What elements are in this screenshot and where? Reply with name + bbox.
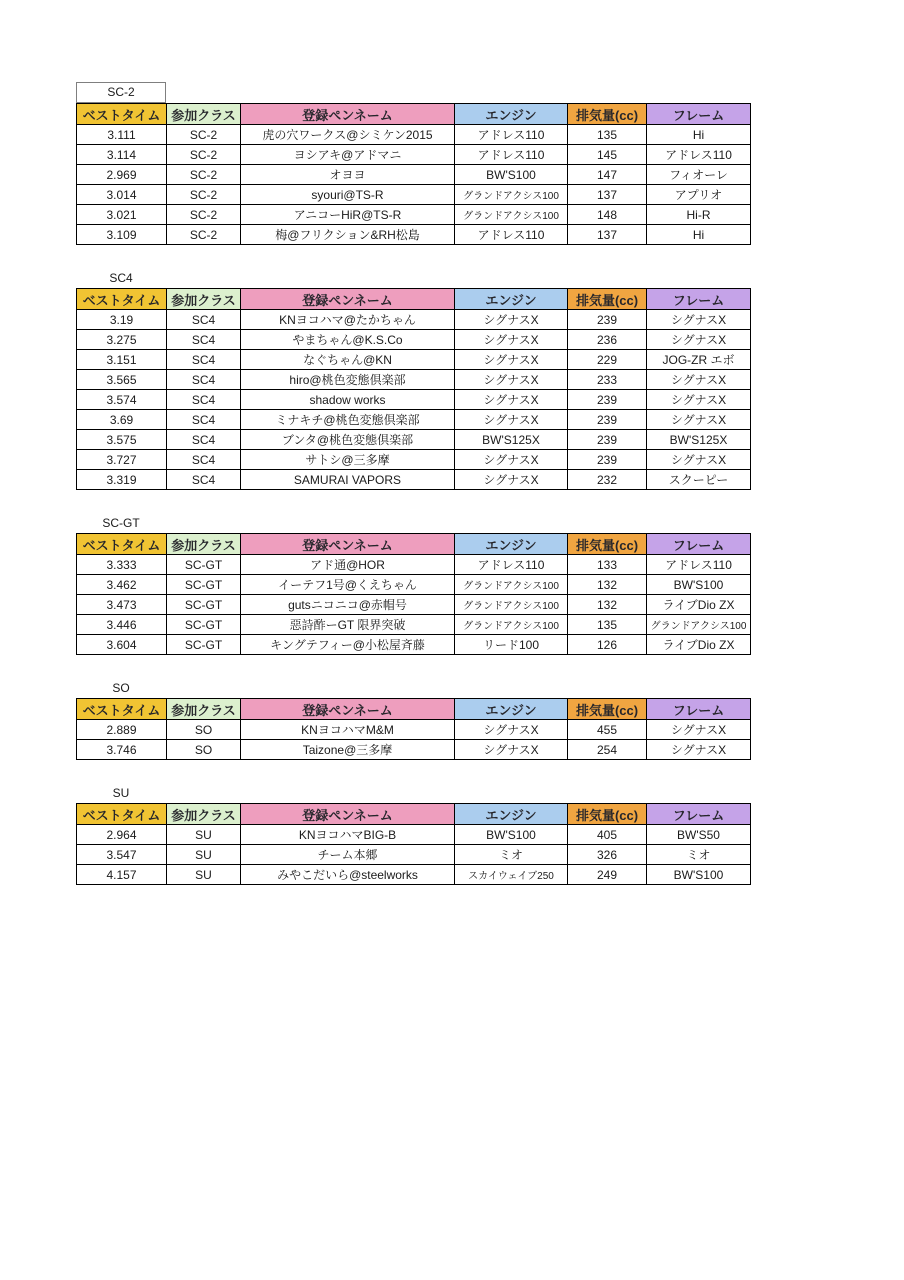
table-row xyxy=(77,390,751,410)
cell-best_time: 3.446 xyxy=(77,615,167,635)
cell-class: SC4 xyxy=(167,450,241,470)
class-title: SC4 xyxy=(109,271,133,285)
results-table xyxy=(76,803,751,885)
cell-best_time: 2.969 xyxy=(77,165,167,185)
cell-frame: BW'S100 xyxy=(647,865,751,885)
cell-frame: シグナスX xyxy=(647,740,751,760)
cell-pen_name: hiro@桃色変態倶楽部 xyxy=(241,370,455,390)
class-section xyxy=(76,269,756,490)
cell-displacement: 132 xyxy=(568,595,647,615)
cell-class: SC-2 xyxy=(167,145,241,165)
cell-best_time: 3.462 xyxy=(77,575,167,595)
cell-engine: シグナスX xyxy=(455,330,568,350)
table-row xyxy=(77,825,751,845)
table-row xyxy=(77,145,751,165)
cell-class: SC-GT xyxy=(167,635,241,655)
cell-displacement: 249 xyxy=(568,865,647,885)
cell-best_time: 3.575 xyxy=(77,430,167,450)
cell-best_time: 3.19 xyxy=(77,310,167,330)
table-row xyxy=(77,125,751,145)
table-body xyxy=(77,310,751,490)
cell-best_time: 3.111 xyxy=(77,125,167,145)
cell-class: SU xyxy=(167,845,241,865)
table-row xyxy=(77,720,751,740)
cell-class: SU xyxy=(167,825,241,845)
cell-displacement: 236 xyxy=(568,330,647,350)
cell-best_time: 2.889 xyxy=(77,720,167,740)
cell-pen_name: syouri@TS-R xyxy=(241,185,455,205)
results-table xyxy=(76,533,751,655)
col-header-frame: フレーム xyxy=(647,699,751,720)
class-title: SO xyxy=(112,681,130,695)
cell-frame: シグナスX xyxy=(647,310,751,330)
cell-class: SC4 xyxy=(167,470,241,490)
col-header-frame: フレーム xyxy=(647,804,751,825)
results-table xyxy=(76,698,751,760)
cell-engine: シグナスX xyxy=(455,740,568,760)
table-row xyxy=(77,615,751,635)
cell-displacement: 232 xyxy=(568,470,647,490)
cell-displacement: 233 xyxy=(568,370,647,390)
col-header-pen_name: 登録ペンネーム xyxy=(241,104,455,125)
header-row xyxy=(77,289,751,310)
cell-best_time: 3.473 xyxy=(77,595,167,615)
cell-displacement: 326 xyxy=(568,845,647,865)
table-row xyxy=(77,410,751,430)
header-row xyxy=(77,104,751,125)
cell-class: SC4 xyxy=(167,310,241,330)
cell-pen_name: shadow works xyxy=(241,390,455,410)
col-header-frame: フレーム xyxy=(647,289,751,310)
results-table xyxy=(76,288,751,490)
cell-frame: アプリオ xyxy=(647,185,751,205)
cell-frame: シグナスX xyxy=(647,450,751,470)
cell-displacement: 147 xyxy=(568,165,647,185)
cell-best_time: 3.333 xyxy=(77,555,167,575)
cell-best_time: 4.157 xyxy=(77,865,167,885)
col-header-pen_name: 登録ペンネーム xyxy=(241,699,455,720)
table-row xyxy=(77,450,751,470)
col-header-best_time: ベストタイム xyxy=(77,534,167,555)
cell-pen_name: ブンタ@桃色変態倶楽部 xyxy=(241,430,455,450)
cell-pen_name: やまちゃん@K.S.Co xyxy=(241,330,455,350)
cell-pen_name: みやこだいら@steelworks xyxy=(241,865,455,885)
cell-frame: シグナスX xyxy=(647,410,751,430)
cell-best_time: 3.565 xyxy=(77,370,167,390)
cell-engine: シグナスX xyxy=(455,410,568,430)
cell-frame: BW'S100 xyxy=(647,575,751,595)
cell-displacement: 405 xyxy=(568,825,647,845)
cell-frame: ミオ xyxy=(647,845,751,865)
cell-engine: グランドアクシス100 xyxy=(455,615,568,635)
cell-displacement: 137 xyxy=(568,185,647,205)
cell-best_time: 3.319 xyxy=(77,470,167,490)
cell-displacement: 239 xyxy=(568,310,647,330)
cell-displacement: 254 xyxy=(568,740,647,760)
table-row xyxy=(77,635,751,655)
col-header-engine: エンジン xyxy=(455,104,568,125)
cell-engine: シグナスX xyxy=(455,390,568,410)
cell-engine: アドレス110 xyxy=(455,145,568,165)
cell-pen_name: ヨシアキ@アドマニ xyxy=(241,145,455,165)
cell-displacement: 135 xyxy=(568,615,647,635)
cell-engine: ミオ xyxy=(455,845,568,865)
cell-pen_name: gutsニコニコ@赤帽号 xyxy=(241,595,455,615)
col-header-engine: エンジン xyxy=(455,699,568,720)
cell-displacement: 229 xyxy=(568,350,647,370)
col-header-pen_name: 登録ペンネーム xyxy=(241,289,455,310)
cell-best_time: 3.69 xyxy=(77,410,167,430)
cell-engine: BW'S100 xyxy=(455,825,568,845)
cell-frame: ライブDio ZX xyxy=(647,635,751,655)
cell-class: SO xyxy=(167,720,241,740)
cell-displacement: 239 xyxy=(568,430,647,450)
class-title: SU xyxy=(112,786,130,800)
table-row xyxy=(77,330,751,350)
cell-displacement: 135 xyxy=(568,125,647,145)
cell-engine: スカイウェイブ250 xyxy=(455,865,568,885)
cell-frame: BW'S125X xyxy=(647,430,751,450)
cell-frame: JOG-ZR エボ xyxy=(647,350,751,370)
cell-engine: アドレス110 xyxy=(455,125,568,145)
cell-pen_name: なぐちゃん@KN xyxy=(241,350,455,370)
cell-class: SC-GT xyxy=(167,615,241,635)
col-header-class: 参加クラス xyxy=(167,804,241,825)
results-table xyxy=(76,103,751,245)
col-header-class: 参加クラス xyxy=(167,289,241,310)
col-header-class: 参加クラス xyxy=(167,699,241,720)
class-section xyxy=(76,514,756,655)
cell-best_time: 3.746 xyxy=(77,740,167,760)
cell-best_time: 3.275 xyxy=(77,330,167,350)
table-body xyxy=(77,720,751,760)
cell-engine: リード100 xyxy=(455,635,568,655)
cell-class: SC4 xyxy=(167,330,241,350)
cell-engine: アドレス110 xyxy=(455,555,568,575)
cell-displacement: 132 xyxy=(568,575,647,595)
table-row xyxy=(77,595,751,615)
cell-frame: アドレス110 xyxy=(647,145,751,165)
col-header-pen_name: 登録ペンネーム xyxy=(241,534,455,555)
col-header-displacement: 排気量(cc) xyxy=(568,104,647,125)
cell-class: SC4 xyxy=(167,390,241,410)
cell-best_time: 3.114 xyxy=(77,145,167,165)
cell-engine: シグナスX xyxy=(455,310,568,330)
header-row xyxy=(77,804,751,825)
cell-pen_name: KNヨコハマBIG-B xyxy=(241,825,455,845)
cell-frame: BW'S50 xyxy=(647,825,751,845)
table-row xyxy=(77,845,751,865)
cell-engine: グランドアクシス100 xyxy=(455,595,568,615)
col-header-class: 参加クラス xyxy=(167,534,241,555)
cell-engine: シグナスX xyxy=(455,720,568,740)
cell-class: SC4 xyxy=(167,410,241,430)
cell-class: SC4 xyxy=(167,430,241,450)
cell-class: SC-2 xyxy=(167,165,241,185)
col-header-displacement: 排気量(cc) xyxy=(568,534,647,555)
table-row xyxy=(77,470,751,490)
cell-class: SC-GT xyxy=(167,575,241,595)
cell-pen_name: サトシ@三多摩 xyxy=(241,450,455,470)
cell-frame: ライブDio ZX xyxy=(647,595,751,615)
cell-engine: グランドアクシス100 xyxy=(455,575,568,595)
table-row xyxy=(77,350,751,370)
col-header-displacement: 排気量(cc) xyxy=(568,804,647,825)
col-header-best_time: ベストタイム xyxy=(77,804,167,825)
cell-engine: シグナスX xyxy=(455,470,568,490)
col-header-engine: エンジン xyxy=(455,534,568,555)
cell-class: SC-2 xyxy=(167,185,241,205)
table-row xyxy=(77,185,751,205)
cell-best_time: 2.964 xyxy=(77,825,167,845)
cell-best_time: 3.014 xyxy=(77,185,167,205)
col-header-pen_name: 登録ペンネーム xyxy=(241,804,455,825)
cell-pen_name: 惡詩酢ーGT 限界突破 xyxy=(241,615,455,635)
cell-class: SC-GT xyxy=(167,595,241,615)
cell-frame: シグナスX xyxy=(647,390,751,410)
cell-frame: シグナスX xyxy=(647,330,751,350)
cell-displacement: 126 xyxy=(568,635,647,655)
cell-displacement: 137 xyxy=(568,225,647,245)
cell-engine: グランドアクシス100 xyxy=(455,185,568,205)
table-row xyxy=(77,165,751,185)
class-title: SC-2 xyxy=(76,82,166,103)
cell-class: SC-2 xyxy=(167,225,241,245)
cell-displacement: 239 xyxy=(568,450,647,470)
col-header-best_time: ベストタイム xyxy=(77,289,167,310)
cell-pen_name: ミナキチ@桃色変態倶楽部 xyxy=(241,410,455,430)
cell-best_time: 3.109 xyxy=(77,225,167,245)
cell-best_time: 3.604 xyxy=(77,635,167,655)
table-row xyxy=(77,575,751,595)
table-body xyxy=(77,125,751,245)
class-section xyxy=(76,679,756,760)
cell-best_time: 3.727 xyxy=(77,450,167,470)
class-title: SC-GT xyxy=(102,516,140,530)
cell-pen_name: アド通@HOR xyxy=(241,555,455,575)
tables-container xyxy=(76,82,756,885)
cell-frame: Hi xyxy=(647,125,751,145)
table-body xyxy=(77,555,751,655)
class-section xyxy=(76,82,756,245)
cell-engine: グランドアクシス100 xyxy=(455,205,568,225)
cell-pen_name: Taizone@三多摩 xyxy=(241,740,455,760)
cell-frame: フィオーレ xyxy=(647,165,751,185)
col-header-displacement: 排気量(cc) xyxy=(568,699,647,720)
col-header-class: 参加クラス xyxy=(167,104,241,125)
cell-frame: Hi-R xyxy=(647,205,751,225)
cell-engine: BW'S100 xyxy=(455,165,568,185)
cell-pen_name: 虎の穴ワークス@シミケン2015 xyxy=(241,125,455,145)
cell-displacement: 133 xyxy=(568,555,647,575)
cell-class: SC-2 xyxy=(167,125,241,145)
table-row xyxy=(77,430,751,450)
col-header-engine: エンジン xyxy=(455,289,568,310)
table-row xyxy=(77,740,751,760)
header-row xyxy=(77,699,751,720)
header-row xyxy=(77,534,751,555)
cell-engine: シグナスX xyxy=(455,450,568,470)
cell-pen_name: チーム本郷 xyxy=(241,845,455,865)
col-header-displacement: 排気量(cc) xyxy=(568,289,647,310)
cell-displacement: 239 xyxy=(568,410,647,430)
table-row xyxy=(77,865,751,885)
table-row xyxy=(77,310,751,330)
col-header-frame: フレーム xyxy=(647,104,751,125)
cell-best_time: 3.574 xyxy=(77,390,167,410)
col-header-best_time: ベストタイム xyxy=(77,699,167,720)
col-header-engine: エンジン xyxy=(455,804,568,825)
cell-frame: スクーピー xyxy=(647,470,751,490)
cell-best_time: 3.021 xyxy=(77,205,167,225)
cell-class: SO xyxy=(167,740,241,760)
cell-class: SC-2 xyxy=(167,205,241,225)
cell-displacement: 455 xyxy=(568,720,647,740)
cell-frame: グランドアクシス100 xyxy=(647,615,751,635)
class-section xyxy=(76,784,756,885)
cell-engine: BW'S125X xyxy=(455,430,568,450)
cell-class: SU xyxy=(167,865,241,885)
cell-class: SC4 xyxy=(167,350,241,370)
cell-pen_name: イーテフ1号@くえちゃん xyxy=(241,575,455,595)
cell-frame: シグナスX xyxy=(647,720,751,740)
table-row xyxy=(77,225,751,245)
cell-pen_name: KNヨコハマ@たかちゃん xyxy=(241,310,455,330)
cell-class: SC4 xyxy=(167,370,241,390)
col-header-best_time: ベストタイム xyxy=(77,104,167,125)
cell-pen_name: KNヨコハマM&M xyxy=(241,720,455,740)
cell-engine: アドレス110 xyxy=(455,225,568,245)
table-row xyxy=(77,205,751,225)
cell-engine: シグナスX xyxy=(455,350,568,370)
cell-pen_name: アニコーHiR@TS-R xyxy=(241,205,455,225)
results-sheet xyxy=(76,82,756,885)
table-body xyxy=(77,825,751,885)
cell-pen_name: オヨヨ xyxy=(241,165,455,185)
cell-frame: Hi xyxy=(647,225,751,245)
col-header-frame: フレーム xyxy=(647,534,751,555)
cell-pen_name: SAMURAI VAPORS xyxy=(241,470,455,490)
cell-best_time: 3.151 xyxy=(77,350,167,370)
table-row xyxy=(77,370,751,390)
cell-displacement: 145 xyxy=(568,145,647,165)
cell-best_time: 3.547 xyxy=(77,845,167,865)
table-row xyxy=(77,555,751,575)
cell-frame: シグナスX xyxy=(647,370,751,390)
cell-class: SC-GT xyxy=(167,555,241,575)
cell-frame: アドレス110 xyxy=(647,555,751,575)
cell-pen_name: キングテフィー@小松屋斉藤 xyxy=(241,635,455,655)
cell-pen_name: 梅@フリクション&RH松島 xyxy=(241,225,455,245)
cell-engine: シグナスX xyxy=(455,370,568,390)
cell-displacement: 239 xyxy=(568,390,647,410)
cell-displacement: 148 xyxy=(568,205,647,225)
